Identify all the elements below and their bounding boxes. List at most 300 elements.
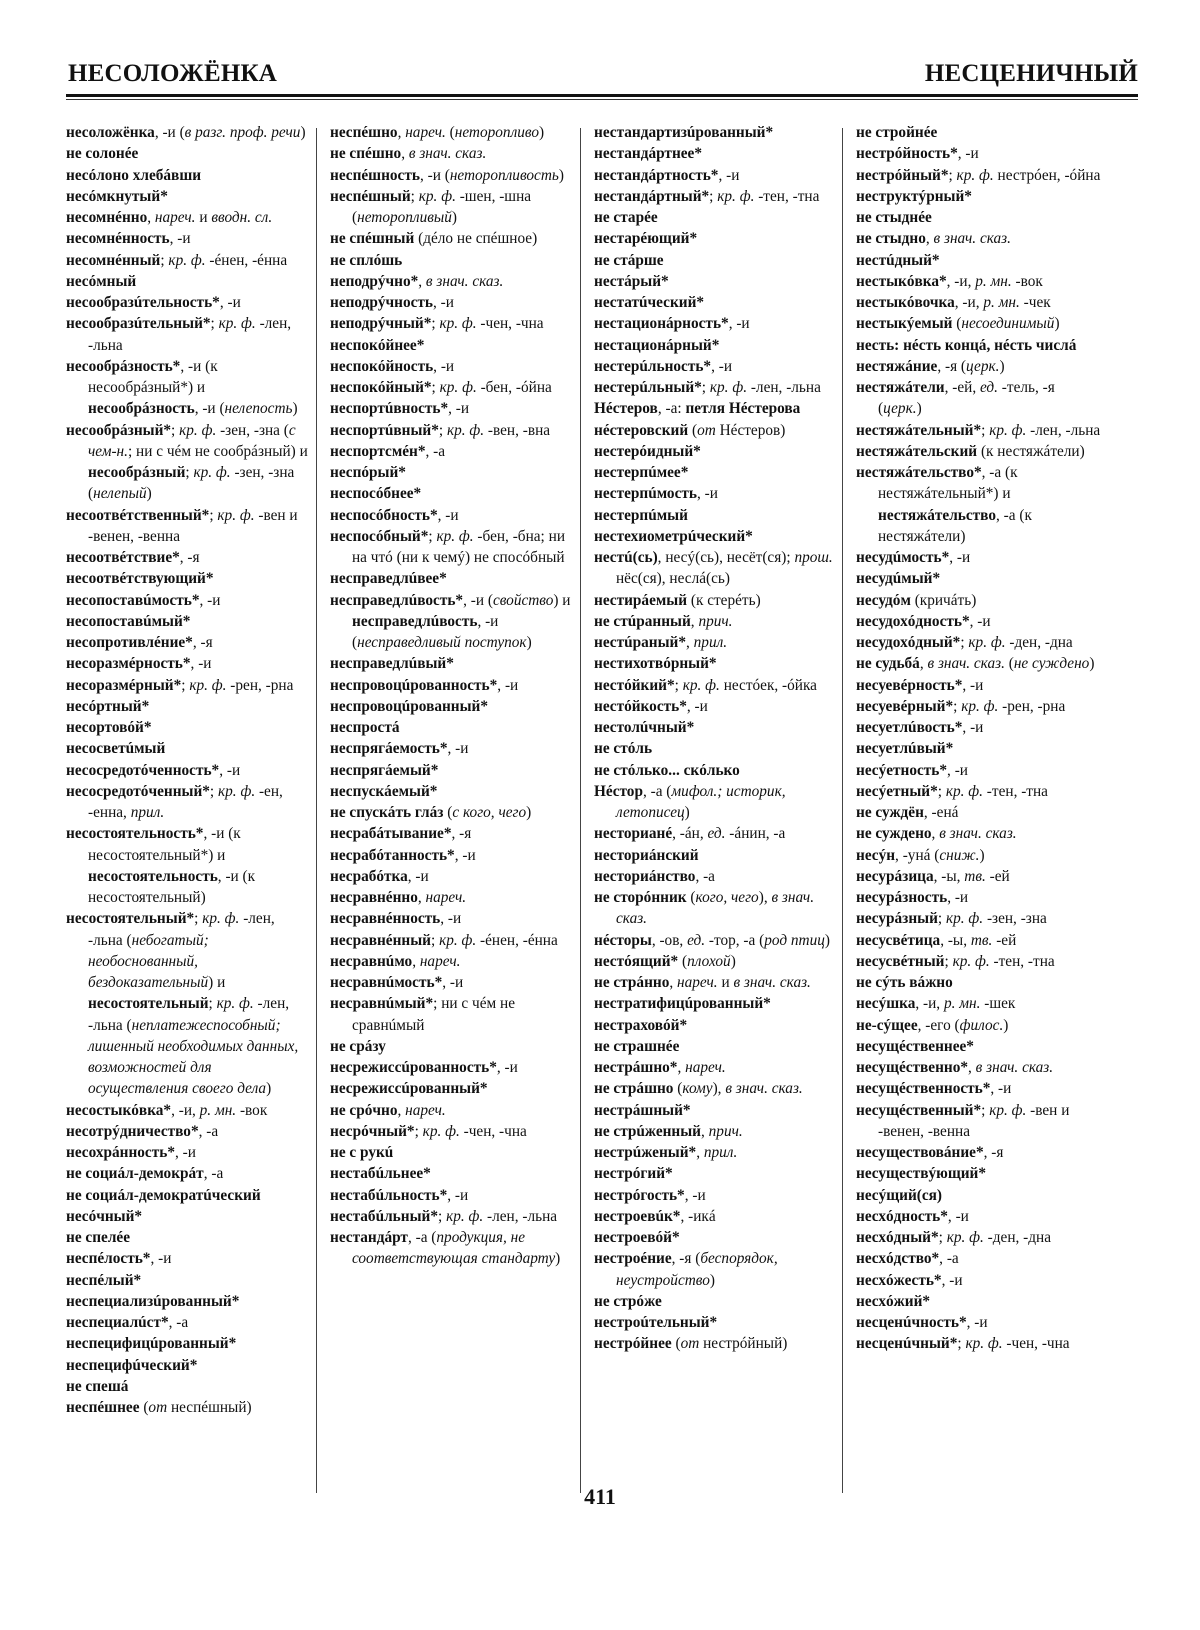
entry-text: ,	[690, 612, 699, 630]
dictionary-entry	[66, 590, 311, 611]
entry-text: , -и	[941, 1271, 963, 1289]
dictionary-entry	[594, 930, 839, 951]
entry-headword: нестяжáтельский	[856, 442, 978, 460]
entry-headword: несудохóдный*	[856, 634, 961, 651]
entry-text: )	[266, 1080, 272, 1098]
dictionary-entry	[856, 993, 1101, 1014]
entry-headword: нестрúженый*	[594, 1144, 697, 1161]
entry-headword: несхóдный*	[856, 1229, 939, 1246]
entry-headword: несхóдство*	[856, 1250, 940, 1268]
entry-text: ,	[925, 230, 934, 248]
entry-headword: несравнéнный	[330, 931, 431, 949]
entry-headword: нестыкóвочка	[856, 294, 955, 311]
dictionary-entry	[856, 1312, 1101, 1333]
entry-label: кр. ф.	[218, 782, 256, 800]
entry-headword: неспростá	[330, 719, 400, 736]
entry-headword: нестерóидный*	[594, 442, 701, 460]
dictionary-entry	[330, 292, 575, 313]
dictionary-entry	[856, 1057, 1101, 1078]
entry-headword: не стройнée	[856, 124, 938, 141]
entry-headword: несправедлúвость*	[330, 591, 464, 609]
entry-label: нареч.	[419, 952, 461, 970]
dictionary-entry	[330, 122, 575, 143]
entry-headword: нестóйкость*	[594, 697, 687, 715]
dictionary-entry	[594, 1121, 839, 1142]
entry-headword: нестандáртный*	[594, 187, 710, 205]
dictionary-entry	[330, 717, 575, 738]
entry-text: -шен, -шна (	[352, 187, 532, 226]
entry-text: -éнен, -éнна	[476, 931, 558, 949]
dictionary-entry	[856, 1078, 1101, 1099]
entry-text: -чен, -чна	[476, 315, 544, 333]
entry-text: , -а:	[657, 400, 686, 418]
dictionary-entry	[66, 1355, 311, 1376]
dictionary-entry	[594, 887, 839, 930]
dictionary-entry	[594, 483, 839, 504]
dictionary-entry	[594, 611, 839, 632]
entry-headword: не судьбá	[856, 655, 920, 673]
entry-headword: не спéшный	[330, 230, 415, 248]
entry-text: , -его (	[917, 1016, 960, 1034]
entry-headword: неспортсмéн*	[330, 442, 426, 460]
entry-headword: несрежиссúрованный*	[330, 1080, 488, 1098]
entry-headword: не сплóшь	[330, 251, 403, 269]
dictionary-entry	[66, 356, 311, 420]
entry-text: ,	[417, 889, 426, 906]
header-rule-thin	[66, 99, 1138, 100]
entry-headword: неспокóйность	[330, 357, 434, 375]
entry-headword: неспецифúческий*	[66, 1356, 198, 1374]
entry-text: ,	[397, 124, 406, 141]
dictionary-entry	[856, 356, 1101, 377]
entry-text: , -и	[711, 357, 733, 375]
dictionary-column-2	[330, 122, 575, 1502]
entry-headword: несýшка	[856, 995, 916, 1013]
dictionary-entry	[594, 1015, 839, 1036]
entry-text: , -áн,	[672, 825, 708, 843]
entry-label: кр. ф.	[446, 1207, 484, 1225]
dictionary-entry	[856, 271, 1101, 292]
entry-headword: несосредотóченность*	[66, 761, 220, 779]
dictionary-entry	[330, 1185, 575, 1206]
dictionary-entry	[330, 250, 575, 271]
entry-headword: несравнéнно	[330, 889, 418, 906]
entry-headword: нестрáшно*	[594, 1059, 678, 1076]
dictionary-entry	[594, 441, 839, 462]
entry-text: , -и	[190, 655, 212, 673]
entry-text: -зен, -зна (	[216, 421, 289, 439]
entry-text: , -и,	[954, 294, 984, 311]
entry-text: )	[146, 485, 152, 503]
entry-text: (	[139, 1399, 149, 1416]
dictionary-entry	[66, 823, 311, 908]
entry-text: ;	[431, 315, 440, 333]
entry-text: -вен и -венен, -венна	[88, 506, 298, 545]
entry-headword: несценúчность*	[856, 1314, 967, 1331]
entry-text: ,	[685, 634, 694, 651]
entry-text: , -я	[983, 1144, 1004, 1161]
dictionary-entry	[66, 738, 311, 759]
entry-headword: нестáрый*	[594, 272, 669, 290]
entry-label: ед.	[687, 931, 706, 949]
entry-label: кр. ф.	[682, 676, 720, 694]
entry-headword: не спелéе	[66, 1229, 130, 1246]
dictionary-entry	[330, 377, 575, 398]
dictionary-entry	[594, 823, 839, 844]
dictionary-entry	[856, 1185, 1101, 1206]
entry-headword: не стрáшно	[594, 1080, 674, 1098]
entry-text: ;	[171, 421, 180, 439]
entry-label: род птиц	[764, 931, 825, 949]
entry-label: прош.	[794, 549, 833, 566]
entry-label: кр. ф.	[439, 315, 477, 333]
entry-label: от	[148, 1399, 168, 1416]
entry-headword: несусвéтный	[856, 952, 945, 970]
entry-headword: нестрóйнее	[594, 1335, 672, 1353]
entry-label: кр. ф.	[218, 315, 256, 333]
entry-headword: несрежиссúрованность*	[330, 1059, 497, 1076]
entry-text: , -и (	[194, 400, 225, 418]
entry-headword: несториáнский	[594, 846, 699, 864]
dictionary-entry	[594, 993, 839, 1014]
entry-headword: нестандартизúрованный*	[594, 124, 774, 141]
entry-label: мифол.; историк, летописец	[616, 782, 786, 821]
entry-text: ),	[712, 1080, 726, 1098]
entry-label: в знач. сказ.	[927, 655, 1005, 673]
entry-headword: неспрягáемость*	[330, 740, 448, 758]
entry-headword: нéсторы	[594, 931, 652, 949]
entry-text: ),	[758, 889, 772, 906]
entry-text: (	[671, 1335, 681, 1353]
entry-text: ;	[953, 697, 962, 715]
dictionary-entry	[594, 420, 839, 441]
entry-headword: Нéстеров	[594, 400, 658, 418]
dictionary-entry	[856, 292, 1101, 313]
entry-text: , -и	[957, 145, 979, 163]
dictionary-entry	[594, 675, 839, 696]
entry-text: , -и,	[946, 272, 976, 290]
dictionary-entry	[330, 930, 575, 951]
dictionary-entry	[330, 823, 575, 844]
entry-text: -зен, -зна	[983, 910, 1047, 928]
dictionary-entry	[330, 1100, 575, 1121]
entry-text: ,	[412, 952, 420, 970]
entry-text: ;	[209, 782, 218, 800]
entry-headword: несопоставúмый*	[66, 612, 191, 630]
entry-headword: несравнéнность	[330, 910, 441, 928]
entry-text: -рен, -рна	[998, 697, 1066, 715]
entry-text: ;	[960, 634, 969, 651]
entry-text: , -и (	[463, 591, 493, 609]
entry-text: ;	[937, 910, 946, 928]
dictionary-entry	[66, 165, 311, 186]
dictionary-entry	[856, 1227, 1101, 1248]
dictionary-column-4	[856, 122, 1101, 1502]
entry-text: ;	[938, 1229, 947, 1246]
entry-text: )	[538, 124, 545, 141]
dictionary-entry	[66, 653, 311, 674]
entry-headword: не стыднée	[856, 209, 932, 226]
dictionary-entry	[66, 1227, 311, 1248]
dictionary-entry	[66, 1376, 311, 1397]
entry-label: кр. ф.	[217, 506, 255, 524]
entry-text: ;	[437, 1207, 447, 1225]
entry-headword: не стúранный	[594, 612, 691, 630]
entry-text: ,	[669, 974, 678, 991]
entry-headword: нестúраный*	[594, 634, 686, 651]
entry-text: ;	[981, 1101, 990, 1119]
entry-label: кр. ф.	[968, 634, 1006, 651]
entry-text: ,	[701, 1122, 709, 1140]
dictionary-entry	[66, 1333, 311, 1354]
entry-text: -бен, -óйна	[476, 379, 552, 396]
dictionary-entry	[856, 1015, 1101, 1036]
entry-headword: несторианé	[594, 825, 673, 843]
entry-headword: неподрýчность	[330, 294, 433, 311]
entry-headword: несообрáзный*	[66, 421, 172, 439]
entry-headword: несóчный*	[66, 1207, 143, 1225]
dictionary-entry	[330, 696, 575, 717]
entry-text: , -и (к несостоятельный*) и	[88, 825, 241, 864]
entry-headword: неспéлый*	[66, 1271, 142, 1289]
entry-text: -ден, -дна	[983, 1229, 1052, 1246]
dictionary-entry	[594, 526, 839, 547]
dictionary-entry	[856, 887, 1101, 908]
entry-headword: не солонée	[66, 145, 139, 163]
dictionary-entry	[66, 505, 311, 548]
entry-headword: несýетность*	[856, 761, 948, 779]
entry-text: -лен, -льна (	[88, 995, 290, 1034]
dictionary-entry	[330, 802, 575, 823]
entry-label: нареч.	[425, 889, 467, 906]
entry-label: в знач. сказ.	[933, 230, 1011, 248]
entry-text: , -и	[407, 867, 429, 885]
entry-label: кр. ф.	[945, 910, 984, 928]
dictionary-entry	[594, 1057, 839, 1078]
dictionary-column-3	[594, 122, 839, 1502]
entry-headword: не стыдно	[856, 230, 926, 248]
entry-text: )	[979, 846, 985, 864]
entry-text: -тен, -тна	[754, 187, 820, 205]
dictionary-entry	[594, 398, 839, 419]
dictionary-entry	[66, 717, 311, 738]
entry-text: -éнен, -éнна	[205, 251, 288, 269]
entry-headword: несравнúмость*	[330, 974, 443, 991]
entry-headword: несоотвéтствующий*	[66, 570, 214, 588]
entry-headword: несообрáзность*	[66, 357, 181, 375]
entry-headword: нестарéющий*	[594, 230, 698, 248]
entry-label: кр. ф.	[945, 782, 983, 800]
entry-headword: несоотвéтственный*	[66, 506, 210, 524]
entry-headword: несудúмый*	[856, 570, 941, 588]
dictionary-entry	[330, 653, 575, 674]
entry-headword: нестроéние	[594, 1250, 672, 1268]
dictionary-entry	[330, 1121, 575, 1142]
entry-headword: не стáрше	[594, 251, 664, 269]
entry-label: р. мн.	[943, 995, 981, 1013]
dictionary-entry	[594, 866, 839, 887]
dictionary-entry	[856, 866, 1101, 887]
entry-text: , -и (	[419, 166, 450, 184]
entry-text: , -и	[684, 1186, 706, 1204]
entry-headword: несохрáнность*	[66, 1144, 175, 1161]
entry-text: , -и,	[915, 995, 944, 1013]
entry-headword: не стрúженный	[594, 1122, 701, 1140]
dictionary-entry	[856, 696, 1101, 717]
dictionary-entry	[594, 313, 839, 334]
entry-headword: несóртный*	[66, 697, 150, 715]
dictionary-entry	[856, 143, 1101, 164]
entry-headword: неспéшнее	[66, 1399, 140, 1416]
entry-headword: нестабúльность*	[330, 1186, 448, 1204]
entry-text: ; ни с чéм не сообрáзный) и	[127, 442, 308, 460]
dictionary-column-1	[66, 122, 311, 1502]
entry-text: (	[1004, 655, 1014, 673]
dictionary-entry	[856, 250, 1101, 271]
entry-label: кр. ф.	[946, 1229, 984, 1246]
dictionary-entry	[594, 1163, 839, 1184]
entry-headword: нестроевúк*	[594, 1207, 681, 1225]
entry-label: в знач. сказ.	[939, 825, 1017, 843]
dictionary-entry	[66, 122, 311, 143]
entry-headword: неспéшный	[330, 187, 411, 205]
entry-text: ;	[194, 910, 203, 928]
entry-label: ед.	[979, 379, 998, 396]
entry-headword: несообрáзный	[88, 464, 186, 481]
dictionary-entry	[594, 590, 839, 611]
entry-headword: нестóйкий*	[594, 676, 675, 694]
entry-text: -чен, -чна	[459, 1122, 527, 1140]
entry-text: ;	[160, 251, 169, 269]
entry-headword: нестационáрность*	[594, 315, 729, 333]
entry-text: , -а (к нестяжáтельный*) и	[878, 464, 1018, 503]
dictionary-entry	[594, 1036, 839, 1057]
entry-text: , -а	[198, 1122, 219, 1140]
dictionary-entry	[856, 462, 1101, 547]
entry-headword: неспровоцúрованный*	[330, 697, 489, 715]
dictionary-entry	[330, 1227, 575, 1270]
dictionary-entry	[594, 143, 839, 164]
entry-headword: несущéственность*	[856, 1080, 991, 1098]
entry-headword: несудóм	[856, 591, 911, 609]
entry-label: нареч.	[405, 1101, 446, 1119]
dictionary-entry	[66, 760, 311, 781]
entry-text: Нéстеров)	[715, 421, 786, 439]
entry-headword: нестерúльность*	[594, 357, 712, 375]
dictionary-entry	[66, 1291, 311, 1312]
dictionary-entry	[856, 930, 1101, 951]
entry-text: , -икá	[680, 1207, 716, 1225]
entry-text: , -и	[990, 1080, 1012, 1098]
dictionary-entry	[594, 271, 839, 292]
entry-headword: несхóжий*	[856, 1292, 931, 1310]
entry-text: ; ни с чéм не сравнúмый	[352, 995, 516, 1034]
dictionary-entry	[594, 696, 839, 717]
entry-headword: нестяжáтели	[856, 379, 945, 396]
dictionary-entry	[66, 228, 311, 249]
entry-label: кр. ф.	[717, 187, 755, 205]
entry-label: продукция, не соответствующая стандарту	[352, 1229, 556, 1268]
entry-label: кр. ф.	[168, 251, 206, 269]
entry-label: нареч.	[677, 974, 718, 991]
entry-headword: несусвéтица	[856, 931, 941, 949]
entry-text: -чек	[1019, 294, 1051, 311]
entry-label: от	[697, 421, 716, 439]
entry-text: (	[445, 124, 455, 141]
entry-headword: нестабúльный*	[330, 1207, 438, 1225]
entry-label: кр. ф.	[952, 952, 990, 970]
dictionary-entry	[856, 207, 1101, 228]
entry-text: , несý(сь), несёт(ся);	[657, 549, 795, 566]
dictionary-entry	[66, 143, 311, 164]
entry-text: , -и	[442, 974, 464, 991]
dictionary-entry	[66, 1248, 311, 1269]
entry-label: прил.	[693, 634, 728, 651]
entry-label: неплатежеспособный; лишенный необходимых данных, возможностей для осуществления своего дела	[88, 1016, 299, 1098]
entry-text: , -и (	[352, 612, 499, 651]
entry-headword: нестерпúмее*	[594, 464, 689, 481]
entry-label: кому	[682, 1080, 713, 1098]
entry-label: прил.	[130, 804, 165, 821]
entry-label: церк.	[966, 357, 1000, 375]
dictionary-entry	[594, 122, 839, 143]
entry-text: )	[526, 634, 532, 651]
entry-text: ) и	[208, 974, 226, 991]
entry-headword: несомнéнность	[66, 230, 170, 248]
entry-label: кр. ф.	[179, 421, 217, 439]
entry-text: )	[916, 400, 922, 418]
dictionary-entry	[330, 526, 575, 569]
dictionary-entry	[856, 1206, 1101, 1227]
dictionary-entry	[856, 1163, 1101, 1184]
entry-text: , -и	[150, 1250, 172, 1268]
entry-label: неторопливость	[449, 166, 559, 184]
entry-label: прил.	[703, 1144, 738, 1161]
entry-text: -лен, -льна	[88, 315, 292, 354]
entry-label: с кого, чего	[452, 804, 527, 821]
entry-headword: несоразмéрность*	[66, 655, 191, 673]
entry-text: ;	[430, 931, 440, 949]
entry-label: р. мн.	[983, 294, 1020, 311]
dictionary-entry	[594, 653, 839, 674]
entry-headword: неспéлость*	[66, 1250, 151, 1268]
dictionary-entry	[856, 908, 1101, 929]
entry-headword: несосредотóченный*	[66, 782, 210, 800]
dictionary-entry	[66, 1206, 311, 1227]
dictionary-entry	[66, 568, 311, 589]
entry-headword: нестрóгий*	[594, 1165, 673, 1183]
dictionary-entry	[66, 1121, 311, 1142]
entry-headword: неспортúвность*	[330, 400, 449, 418]
entry-text: ;	[185, 464, 194, 481]
entry-headword: неподрýчно*	[330, 272, 419, 290]
entry-headword: несóмкнутый*	[66, 187, 168, 205]
entry-text: и	[717, 974, 734, 991]
entry-text: ;	[428, 527, 437, 545]
entry-text: , -и	[448, 400, 470, 418]
entry-label: небогатый; необоснованный, бездоказательный	[88, 931, 209, 991]
entry-text: ,	[677, 1059, 686, 1076]
entry-text: )	[558, 166, 564, 184]
dictionary-entry	[594, 760, 839, 781]
entry-headword: несудохóдность*	[856, 612, 970, 630]
entry-text: -вок	[1011, 272, 1043, 290]
entry-headword: несоотвéтствие*	[66, 549, 180, 566]
dictionary-entry	[66, 632, 311, 653]
entry-headword: не-сýщее	[856, 1016, 918, 1034]
entry-headword: несправедлúвее*	[330, 570, 447, 588]
entry-label: р. мн.	[199, 1101, 237, 1119]
